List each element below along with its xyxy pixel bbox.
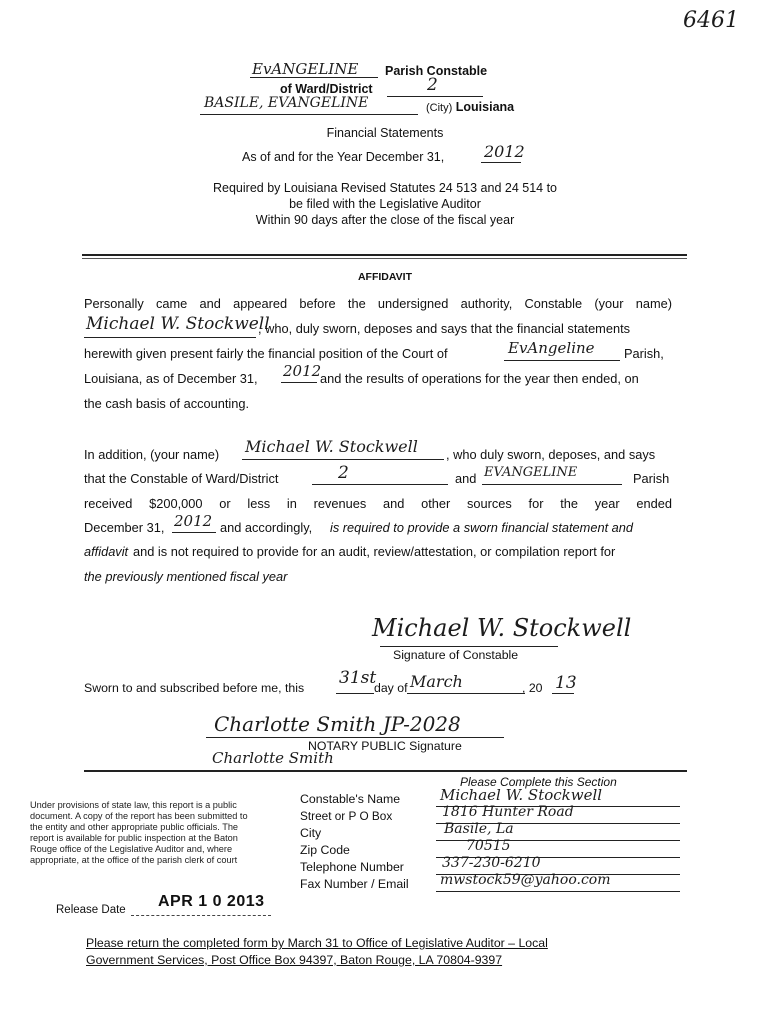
notary-printed-name: Charlotte Smith xyxy=(212,749,334,767)
financial-statements-title: Financial Statements xyxy=(326,126,444,140)
parish-constable-label: Parish Constable xyxy=(385,64,488,78)
fax-email-value-line xyxy=(436,891,680,892)
constable-name-handwritten: Michael W. Stockwell xyxy=(86,314,270,334)
p2-line-4-c: is required to provide a sworn financial statement and xyxy=(330,520,634,535)
notary-signature-line xyxy=(206,737,504,738)
constable-signature-label: Signature of Constable xyxy=(393,648,519,662)
telephone-value: 337-230-6210 xyxy=(442,855,541,871)
notice-line-2: document. A copy of the report has been submitted to xyxy=(30,811,248,821)
p2-line-4-b: and accordingly, xyxy=(220,520,313,535)
parish-name-handwritten: EvANGELINE xyxy=(252,60,359,78)
constable-name-value: Michael W. Stockwell xyxy=(440,786,603,804)
year-handwritten: 2012 xyxy=(484,142,525,161)
notary-signature: Charlotte Smith JP-2028 xyxy=(214,712,461,736)
sworn-text-c: , 20 xyxy=(522,681,543,695)
p2-and: and xyxy=(455,471,477,486)
fax-email-value: mwstock59@yahoo.com xyxy=(440,872,611,888)
ward-line xyxy=(387,96,483,97)
parish-name-line xyxy=(250,77,378,78)
p2-line-5-a: affidavit xyxy=(84,544,129,559)
p2-name-handwritten: Michael W. Stockwell xyxy=(245,437,418,456)
divider-top xyxy=(82,254,687,256)
notice-line-3: the entity and other appropriate public officials. The xyxy=(30,822,239,832)
p2-year-line xyxy=(172,532,216,533)
p2-name-line xyxy=(242,459,444,460)
affidavit-title: AFFIDAVIT xyxy=(357,271,413,283)
constable-name-label: Constable's Name xyxy=(300,792,401,806)
year-label: As of and for the Year December 31, xyxy=(242,150,445,164)
constable-signature-line xyxy=(380,646,558,647)
sworn-month-line xyxy=(407,693,525,694)
p2-line-1-b: , who duly sworn, deposes, and says xyxy=(446,447,656,462)
sworn-text-b: day of xyxy=(374,681,408,695)
p1-line-4-b: and the results of operations for the year then ended, on xyxy=(320,371,639,386)
release-date-line xyxy=(131,915,271,916)
p2-parish-line xyxy=(482,484,622,485)
p2-line-5-b: and is not required to provide for an audit, review/attestation, or compilation report for xyxy=(133,544,616,559)
p2-year-handwritten: 2012 xyxy=(174,512,213,530)
constable-signature: Michael W. Stockwell xyxy=(372,614,632,642)
notice-line-1: Under provisions of state law, this report is a public xyxy=(30,800,237,810)
p2-parish-handwritten: EVANGELINE xyxy=(484,465,578,480)
court-parish-handwritten: EvAngeline xyxy=(508,339,595,357)
page-number: 6461 xyxy=(683,8,739,33)
p1-line-2-rest: , who, duly sworn, deposes and says that the financial statements xyxy=(258,321,631,336)
release-date-label: Release Date xyxy=(56,904,126,916)
p1-year-line xyxy=(281,382,317,383)
zip-value: 70515 xyxy=(466,838,511,854)
zip-label: Zip Code xyxy=(300,843,350,857)
divider-top-thin xyxy=(82,258,687,259)
notice-line-5: Rouge office of the Legislative Auditor and, where xyxy=(30,844,233,854)
sworn-year-handwritten: 13 xyxy=(555,673,577,693)
p1-line-4-a: Louisiana, as of December 31, xyxy=(84,371,258,386)
p2-line-2-a: that the Constable of Ward/District xyxy=(84,471,279,486)
p1-line-5: the cash basis of accounting. xyxy=(84,396,250,411)
sworn-text-a: Sworn to and subscribed before me, this xyxy=(84,681,305,695)
p1-line-3: herewith given present fairly the financial position of the Court of xyxy=(84,346,448,361)
notice-line-6: appropriate, at the office of the parish clerk of court xyxy=(30,855,238,865)
required-line-2: be filed with the Legislative Auditor xyxy=(289,197,481,211)
fax-email-label: Fax Number / Email xyxy=(300,877,409,891)
ward-handwritten: 2 xyxy=(427,75,438,95)
please-complete-label: Please Complete this Section xyxy=(460,775,617,789)
notice-line-4: report is available for public inspection at the Baton xyxy=(30,833,238,843)
p2-parish-word: Parish xyxy=(633,471,670,486)
divider-bottom xyxy=(84,770,687,772)
sworn-month-handwritten: March xyxy=(410,672,463,691)
return-instructions-line-2: Government Services, Post Office Box 94397, Baton Rouge, LA 70804-9397 xyxy=(86,953,503,967)
p2-ward-line xyxy=(312,484,448,485)
year-line xyxy=(481,162,521,163)
city-handwritten: BASILE, EVANGELINE xyxy=(204,95,369,111)
p2-line-1-a: In addition, (your name) xyxy=(84,447,220,462)
release-date-stamp: APR 1 0 2013 xyxy=(158,893,265,910)
sworn-day-handwritten: 31st xyxy=(339,668,377,688)
p2-line-4-a: December 31, xyxy=(84,520,165,535)
p1-parish-word: Parish, xyxy=(624,346,664,361)
p1-line-1: Personally came and appeared before the undersigned authority, Constable (your name) xyxy=(84,296,672,311)
street-value: 1816 Hunter Road xyxy=(442,804,574,820)
city-field-value: Basile, La xyxy=(444,821,514,837)
court-parish-line xyxy=(504,360,620,361)
sworn-day-line xyxy=(336,693,374,694)
constable-name-line xyxy=(84,337,256,338)
city-label: (City) Louisiana xyxy=(426,100,515,114)
required-line-1: Required by Louisiana Revised Statutes 24 513 and 24 514 to xyxy=(213,181,557,195)
street-label: Street or P O Box xyxy=(300,809,393,823)
p2-line-6: the previously mentioned fiscal year xyxy=(84,569,288,584)
telephone-label: Telephone Number xyxy=(300,860,404,874)
p1-year-handwritten: 2012 xyxy=(283,362,322,380)
p2-line-3: received $200,000 or less in revenues and other sources for the year ended xyxy=(84,496,672,511)
city-line xyxy=(200,114,418,115)
p2-ward-handwritten: 2 xyxy=(338,463,349,483)
return-instructions-line-1: Please return the completed form by March 31 to Office of Legislative Auditor – Local xyxy=(86,936,548,950)
notary-label: NOTARY PUBLIC Signature xyxy=(308,739,462,753)
required-line-3: Within 90 days after the close of the fiscal year xyxy=(255,213,515,227)
city-field-label: City xyxy=(300,826,322,840)
sworn-year-line xyxy=(552,693,574,694)
ward-label: of Ward/District xyxy=(280,82,373,96)
